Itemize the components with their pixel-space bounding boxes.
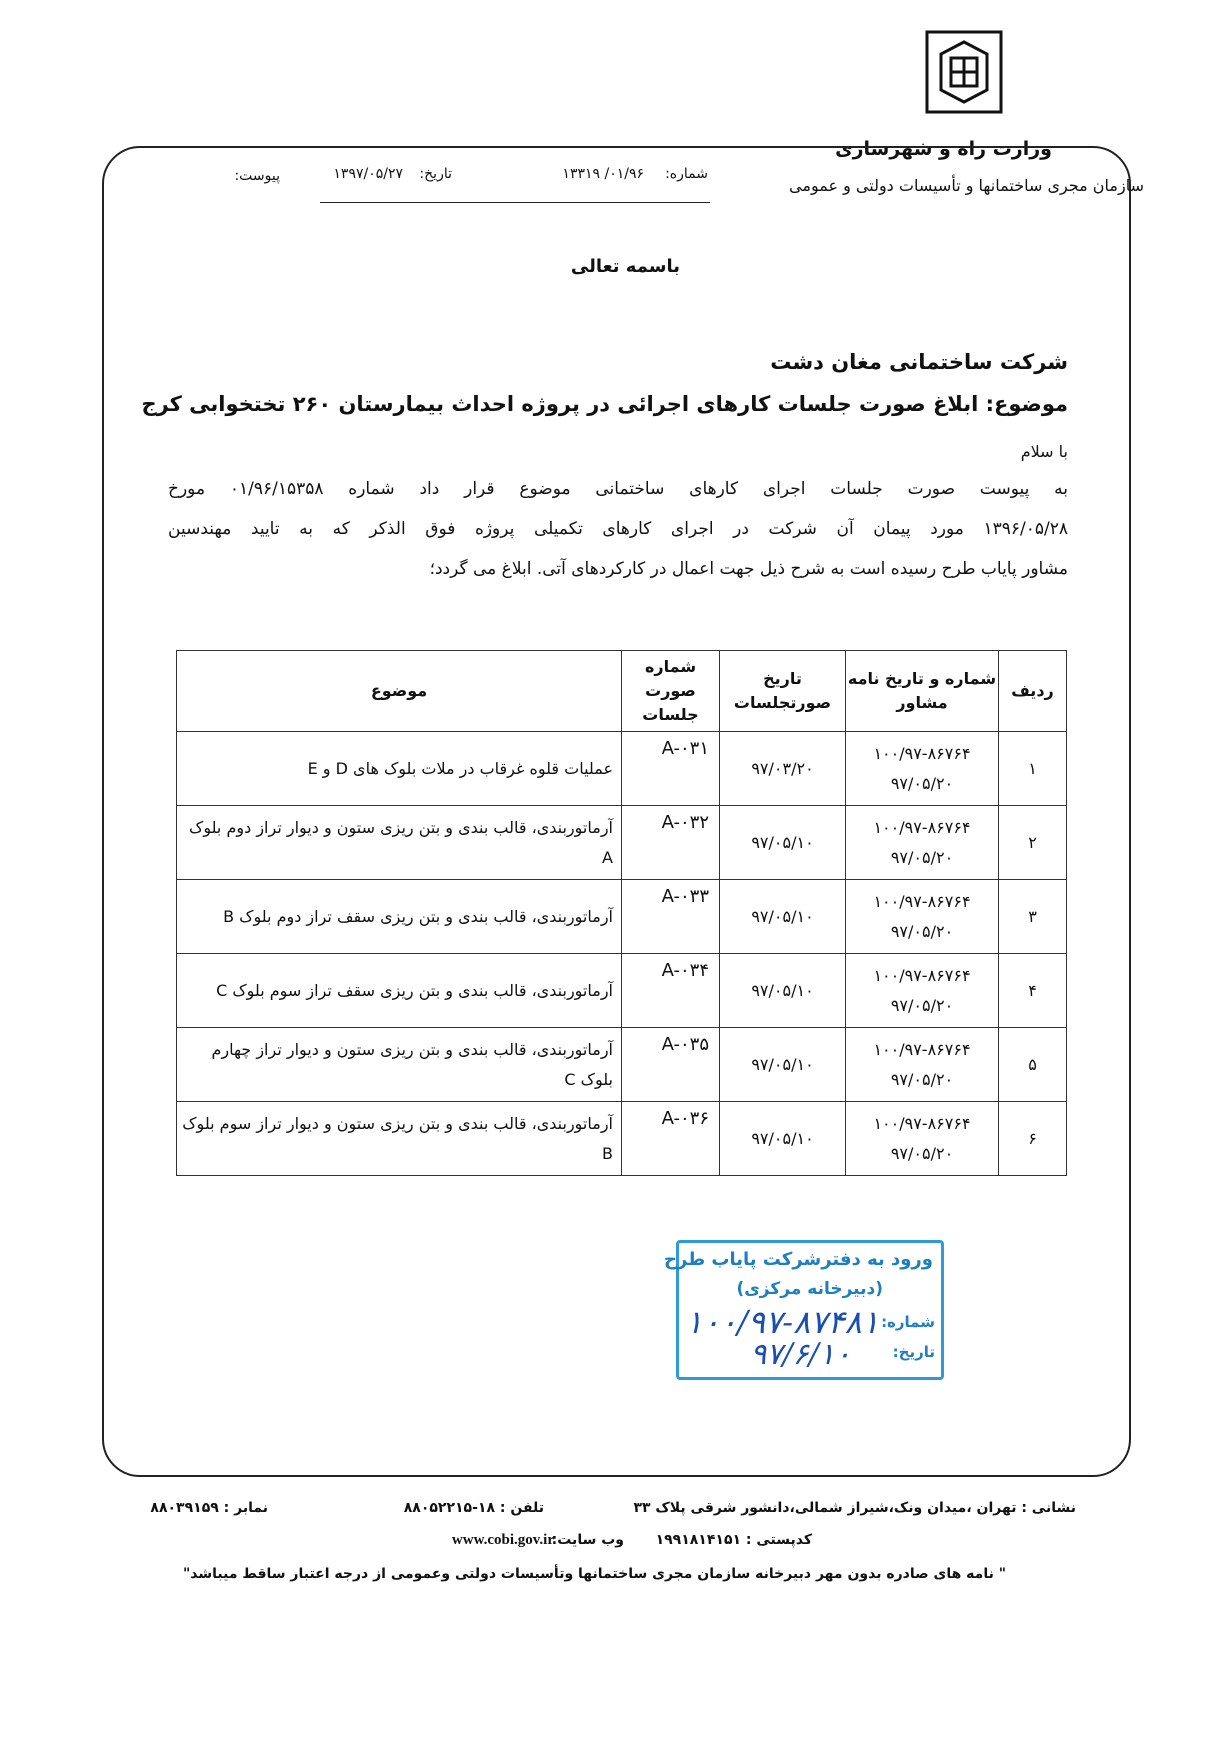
consultant-ref <box>846 806 999 880</box>
row-subject: آرماتوربندی، قالب بندی و بتن ریزی سقف تراز سوم بلوک C <box>177 954 622 1028</box>
consultant-ref-date: ۹۷/۰۵/۲۰ <box>890 995 954 1015</box>
consultant-ref-number: ۱۰۰/۹۷-۸۶۷۶۴ <box>873 743 971 763</box>
receipt-stamp <box>664 1240 944 1380</box>
consultant-ref <box>846 1028 999 1102</box>
footer-website-link[interactable]: www.cobi.gov.ir <box>451 1532 554 1548</box>
ministry-logo-icon <box>925 30 1003 114</box>
consultant-ref <box>846 732 999 806</box>
minutes-code: A-۰۳۲ <box>622 806 720 880</box>
row-index: ۳ <box>999 880 1067 954</box>
consultant-ref-number: ۱۰۰/۹۷-۸۶۷۶۴ <box>873 891 971 911</box>
consultant-ref <box>846 880 999 954</box>
number-value: ۰۱/۹۶/ ۱۳۳۱۹ <box>562 166 644 182</box>
recipient: شرکت ساختمانی مغان دشت <box>770 350 1068 374</box>
table-row <box>177 806 1067 880</box>
date-value: ۱۳۹۷/۰۵/۲۷ <box>333 166 403 182</box>
row-subject: آرماتوربندی، قالب بندی و بتن ریزی ستون و دیوار تراز چهارم بلوک C <box>177 1028 622 1102</box>
footer-phone: تلفن : ۱۸-۸۸۰۵۲۲۱۵ <box>403 1500 544 1516</box>
table-row <box>177 732 1067 806</box>
header-subject: موضوع <box>177 651 622 732</box>
body-line-1: به پیوست صورت جلسات اجرای کارهای ساختمانی موضوع قرار داد شماره ۰۱/۹۶/۱۵۳۵۸ مورخ <box>168 479 1069 499</box>
footer-fax: نمابر : ۸۸۰۳۹۱۵۹ <box>150 1500 268 1516</box>
stamp-date-label: تاریخ: <box>892 1343 935 1361</box>
consultant-ref-number: ۱۰۰/۹۷-۸۶۷۶۴ <box>873 1113 971 1133</box>
minutes-date: ۹۷/۰۵/۱۰ <box>720 806 846 880</box>
table-row <box>177 1028 1067 1102</box>
row-subject: عملیات قلوه غرقاب در ملات بلوک های D و E <box>177 732 622 806</box>
header-minutes-number: شماره صورت جلسات <box>622 651 720 732</box>
minutes-date: ۹۷/۰۵/۱۰ <box>720 880 846 954</box>
header-row-number: ردیف <box>999 651 1067 732</box>
minutes-code: A-۰۳۱ <box>622 732 720 806</box>
ministry-name: وزارت راه و شهرسازی <box>835 138 1052 160</box>
date-label: تاریخ: <box>419 166 452 182</box>
row-subject: آرماتوربندی، قالب بندی و بتن ریزی ستون و دیوار تراز سوم بلوک B <box>177 1102 622 1176</box>
stamp-title: ورود به دفترشرکت پایاب طرح <box>664 1249 933 1270</box>
stamp-number-label: شماره: <box>881 1313 935 1331</box>
minutes-date: ۹۷/۰۵/۱۰ <box>720 954 846 1028</box>
consultant-ref-date: ۹۷/۰۵/۲۰ <box>890 1143 954 1163</box>
minutes-table <box>176 650 1067 1176</box>
minutes-date: ۹۷/۰۵/۱۰ <box>720 1102 846 1176</box>
letter-subject: موضوع: ابلاغ صورت جلسات کارهای اجرائی در پروژه احداث بیمارستان ۲۶۰ تختخوابی کرج <box>141 392 1068 416</box>
minutes-date: ۹۷/۰۳/۲۰ <box>720 732 846 806</box>
minutes-date: ۹۷/۰۵/۱۰ <box>720 1028 846 1102</box>
attachment-label: پیوست: <box>234 168 280 184</box>
row-index: ۶ <box>999 1102 1067 1176</box>
body-line-3: مشاور پایاب طرح رسیده است به شرح ذیل جهت اعمال در کارکردهای آتی. ابلاغ می گردد؛ <box>429 559 1068 579</box>
row-index: ۱ <box>999 732 1067 806</box>
footer-disclaimer: " نامه های صادره بدون مهر دبیرخانه سازمان مجری ساختمانها وتأسیسات دولتی وعمومی از درجه اعتبار ساقط میباشد" <box>183 1566 1006 1582</box>
footer-website-label: وب سایت: <box>551 1532 624 1548</box>
header-consultant-letter: شماره و تاریخ نامه مشاور <box>846 651 999 732</box>
table-row <box>177 1102 1067 1176</box>
consultant-ref-number: ۱۰۰/۹۷-۸۶۷۶۴ <box>873 1039 971 1059</box>
header-minutes-date: تاریخ صورتجلسات <box>720 651 846 732</box>
row-index: ۵ <box>999 1028 1067 1102</box>
table-header-row <box>177 651 1067 732</box>
footer-address: نشانی : تهران ،میدان ونک،شیراز شمالی،دانشور شرقی پلاک ۳۳ <box>633 1500 1076 1516</box>
stamp-number-value: ۱۰۰/۹۷-۸۷۴۸۱ <box>685 1303 879 1341</box>
footer-postal-code: کدپستی : ۱۹۹۱۸۱۴۱۵۱ <box>655 1532 812 1548</box>
body-line-2: ۱۳۹۶/۰۵/۲۸ مورد پیمان آن شرکت در اجرای کارهای تکمیلی پروژه فوق الذکر که به تایید مهندسین <box>168 519 1068 539</box>
number-label: شماره: <box>665 166 708 182</box>
consultant-ref <box>846 1102 999 1176</box>
stamp-date-value: ۹۷/۶/۱۰ <box>750 1337 851 1372</box>
consultant-ref-number: ۱۰۰/۹۷-۸۶۷۶۴ <box>873 817 971 837</box>
table-row <box>177 880 1067 954</box>
row-index: ۴ <box>999 954 1067 1028</box>
minutes-code: A-۰۳۶ <box>622 1102 720 1176</box>
row-subject: آرماتوربندی، قالب بندی و بتن ریزی ستون و دیوار تراز دوم بلوک A <box>177 806 622 880</box>
minutes-code: A-۰۳۳ <box>622 880 720 954</box>
consultant-ref-date: ۹۷/۰۵/۲۰ <box>890 847 954 867</box>
invocation: باسمه تعالی <box>570 256 680 277</box>
consultant-ref <box>846 954 999 1028</box>
greeting: با سلام <box>1020 442 1068 461</box>
row-index: ۲ <box>999 806 1067 880</box>
stamp-subtitle: (دبیرخانه مرکزی) <box>736 1279 883 1299</box>
table-row <box>177 954 1067 1028</box>
consultant-ref-date: ۹۷/۰۵/۲۰ <box>890 773 954 793</box>
header-divider <box>320 202 710 203</box>
consultant-ref-date: ۹۷/۰۵/۲۰ <box>890 921 954 941</box>
organization-name: سازمان مجری ساختمانها و تأسیسات دولتی و عمومی <box>789 176 1144 195</box>
row-subject: آرماتوربندی، قالب بندی و بتن ریزی سقف تراز دوم بلوک B <box>177 880 622 954</box>
minutes-code: A-۰۳۵ <box>622 1028 720 1102</box>
consultant-ref-number: ۱۰۰/۹۷-۸۶۷۶۴ <box>873 965 971 985</box>
minutes-code: A-۰۳۴ <box>622 954 720 1028</box>
consultant-ref-date: ۹۷/۰۵/۲۰ <box>890 1069 954 1089</box>
